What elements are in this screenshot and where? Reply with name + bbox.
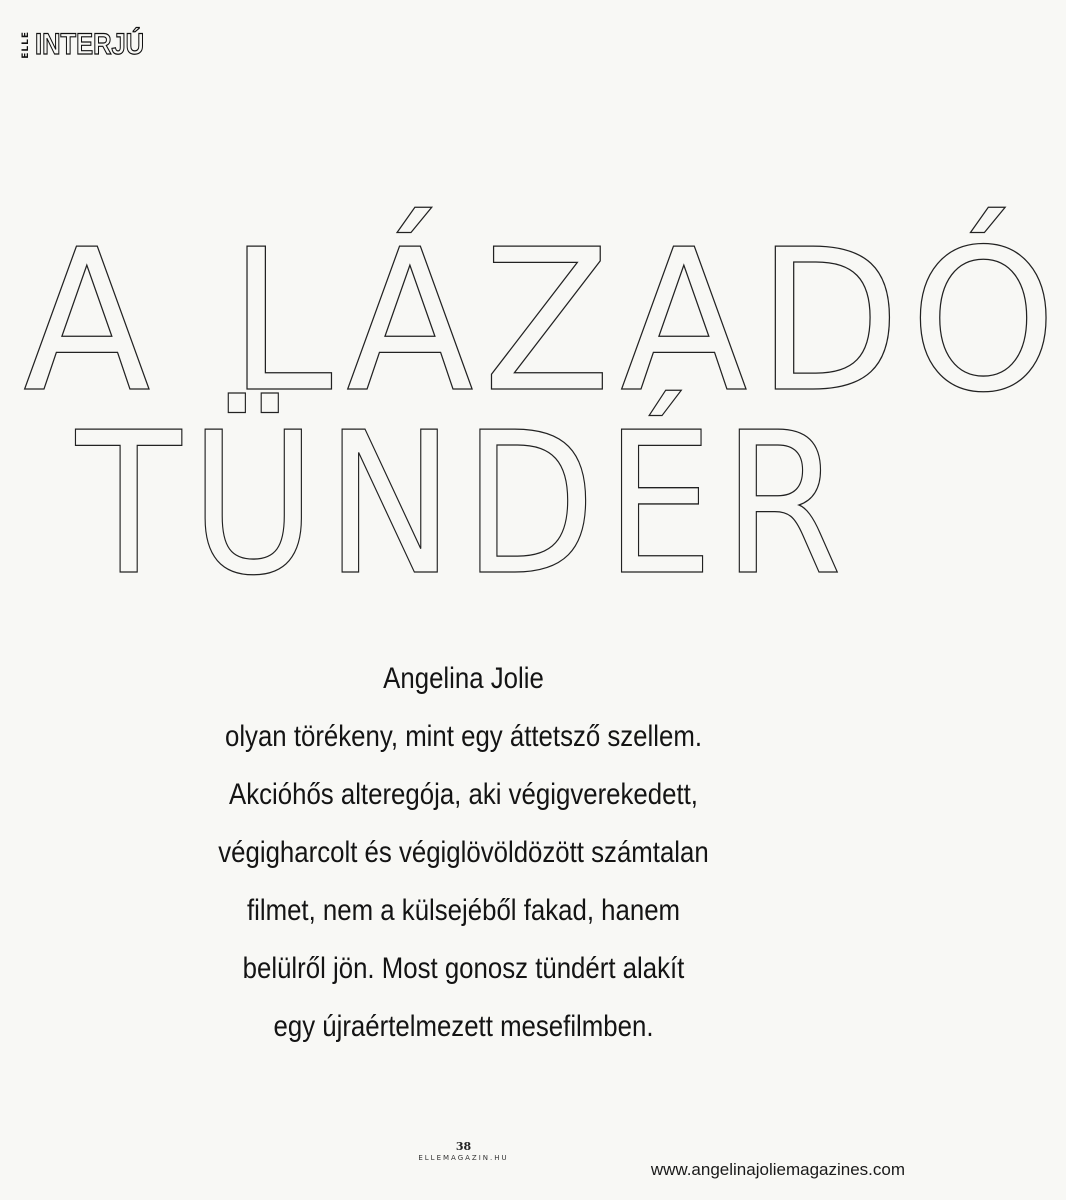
- lead-line: egy újraértelmezett mesefilmben.: [273, 1010, 654, 1043]
- section-label: INTERJÚ: [35, 28, 145, 61]
- lead-line: belülről jön. Most gonosz tündért alakít: [242, 952, 685, 985]
- watermark-url: www.angelinajoliemagazines.com: [650, 1160, 905, 1179]
- lead-line: filmet, nem a külsejéből fakad, hanem: [246, 894, 681, 927]
- page-number: 38: [455, 1140, 472, 1153]
- lead-line: Akcióhős alteregója, aki végigverekedett,: [229, 778, 698, 811]
- headline-line-1: A LÁZADÓ: [23, 208, 1066, 436]
- brand-logo: ELLE: [21, 31, 31, 59]
- section-header: [22, 22, 163, 68]
- lead-line: végigharcolt és végiglövöldözött számtalan: [218, 836, 709, 869]
- lead-paragraph: [60, 650, 867, 1056]
- lead-line: Angelina Jolie: [383, 662, 544, 695]
- folio-site: ELLEMAGAZIN.HU: [418, 1154, 509, 1162]
- headline-line-2: TÜNDÉR: [75, 391, 852, 619]
- lead-line: olyan törékeny, mint egy áttetsző szellem.: [224, 720, 703, 753]
